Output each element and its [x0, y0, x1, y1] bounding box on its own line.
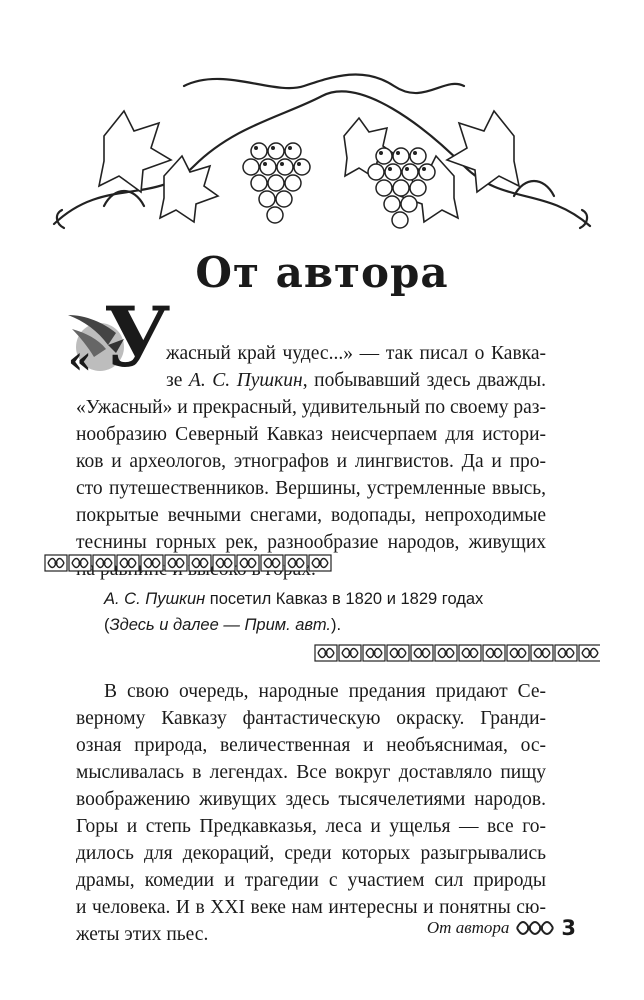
grapevine-ornament-icon: [44, 56, 600, 244]
intro-line-7: покрытые вечными снегами, водопады, непроходимые: [76, 505, 546, 526]
ornamental-band-icon: [44, 554, 332, 572]
chapter-title: От автора: [195, 248, 449, 297]
ornament-glyph-icon: [515, 920, 555, 936]
intro-line-2: [76, 367, 546, 394]
footnote-note: Здесь и далее — Прим. авт.: [109, 616, 331, 634]
pushkin-name: А. С. Пушкин: [188, 370, 303, 391]
intro-line-6: сто путешественников. Вершины, устремленные ввысь,: [76, 478, 546, 499]
p2-line-2: верному Кавказу фантастическую окраску. Гранди-: [76, 708, 546, 729]
intro-paragraph: [76, 340, 546, 583]
p2-line-3: озная природа, величественная и необъяснимая, ос-: [76, 735, 546, 756]
intro-line-1: жасный край чудес...» — так писал о Кавка-: [166, 343, 546, 364]
p2-line-4: мысливалась в легендах. Все вокруг доставляло пищу: [76, 762, 546, 783]
p2-line-1: В свою очередь, народные предания придают Се-: [104, 681, 546, 702]
p2-line-9: и человека. И в XXI веке нам интересны и понятны сю-: [76, 897, 546, 918]
footnote-paren-close: ).: [331, 616, 342, 634]
ornamental-band-icon: [314, 644, 600, 662]
footnote-author: А. С. Пушкин: [104, 590, 206, 608]
p2-line-7: дилось для декораций, среди которых разыгрывались: [76, 843, 546, 864]
page-number: 3: [561, 916, 576, 940]
intro-line-2-text: зе А. С. Пушкин, побывавший здесь дважды.: [166, 370, 547, 391]
intro-line-3: «Ужасный» и прекрасный, удивительный по своему раз-: [76, 397, 546, 418]
intro-line-4: нообразию Северный Кавказ неисчерпаем для истори-: [76, 424, 546, 445]
p2-line-6: Горы и степь Предкавказья, леса и ущелья — все го-: [76, 816, 546, 837]
second-paragraph: [76, 678, 546, 948]
p2-line-8: драмы, комедии и трагедии с участием сил природы: [76, 870, 546, 891]
p2-line-5: воображению живущих здесь тысячелетиями народов.: [76, 789, 546, 810]
footnote: [104, 586, 546, 638]
intro-line-8: теснины горных рек, разнообразие народов, живущих: [76, 532, 546, 553]
drop-cap-letter: У: [104, 290, 171, 386]
intro-line-5: ков и археологов, этнографов и лингвистов. Да и про-: [76, 451, 546, 472]
page-footer: [427, 916, 576, 940]
running-title: От автора: [426, 918, 510, 937]
footnote-paren-open: (: [104, 616, 110, 634]
opening-quote: «: [68, 337, 92, 382]
footnote-text: посетил Кавказ в 1820 и 1829 годах: [205, 590, 484, 608]
p2-line-10: жеты этих пьес.: [76, 924, 209, 945]
